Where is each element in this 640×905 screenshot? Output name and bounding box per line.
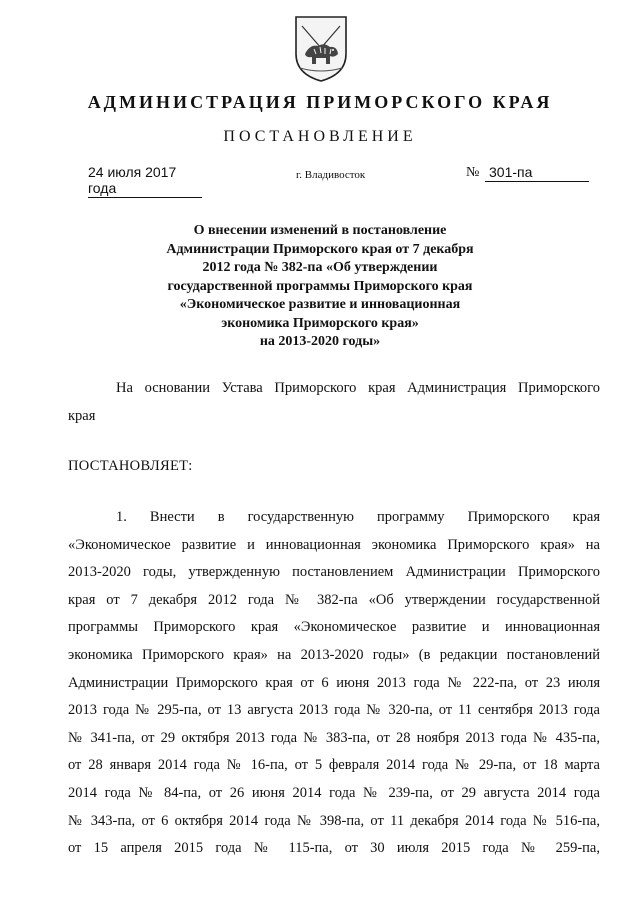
body-line: от 28 января 2014 года № 16-па, от 5 февраля 2014 года № 29-па, от 18 марта xyxy=(68,757,600,774)
document-number-sign: № xyxy=(466,165,480,180)
primorsky-coat-of-arms-tiger-icon xyxy=(290,14,352,84)
body-line: края от 7 декабря 2012 года № 382-па «Об утверждении государственной xyxy=(68,591,600,608)
body-line: «Экономическое развитие и инновационная экономика Приморского края» на xyxy=(68,536,600,553)
subject-line: государственной программы Приморского края xyxy=(167,278,473,294)
subject-line: на 2013-2020 годы» xyxy=(259,334,381,349)
body-line: № 341-па, от 29 октября 2013 года № 383-па, от 28 ноября 2013 года № 435-па, xyxy=(68,729,600,746)
decree-word: ПОСТАНОВЛЯЕТ: xyxy=(68,458,193,474)
subject-line: «Экономическое развитие и инновационная xyxy=(179,297,461,312)
body-line: 2013 года № 295-па, от 13 августа 2013 года № 320-па, от 11 сентября 2013 года xyxy=(68,702,600,719)
document-type: ПОСТАНОВЛЕНИЕ xyxy=(223,128,417,145)
document-city: г. Владивосток xyxy=(296,169,366,181)
subject-line: Администрации Приморского края от 7 декабря xyxy=(166,241,474,257)
basis-line: края xyxy=(68,408,96,424)
body-line: от 15 апреля 2015 года № 115-па, от 30 июля 2015 года № 259-па, xyxy=(68,840,600,857)
body-line: программы Приморского края «Экономическое развитие и инновационная xyxy=(68,619,600,636)
subject-line: экономика Приморского края» xyxy=(221,315,419,331)
body-line: 2014 года № 84-па, от 26 июня 2014 года № 239-па, от 29 августа 2014 года xyxy=(68,784,600,801)
document-subject xyxy=(120,222,520,352)
body-line: № 343-па, от 6 октября 2014 года № 398-па, от 11 декабря 2014 года № 516-па, xyxy=(68,812,600,829)
body-line: 1. Внести в государственную программу Приморского края xyxy=(116,509,600,525)
organization-title: АДМИНИСТРАЦИЯ ПРИМОРСКОГО КРАЯ xyxy=(87,92,553,112)
body-paragraph xyxy=(68,504,600,863)
basis-line: На основании Устава Приморского края Администрация Приморского xyxy=(116,380,600,396)
basis-paragraph xyxy=(68,374,600,430)
subject-line: 2012 года № 382-па «Об утверждении xyxy=(202,260,438,275)
document-number: 301-па xyxy=(485,164,589,182)
document-date: 24 июля 2017 года xyxy=(88,164,202,198)
body-line: Администрации Приморского края от 6 июня 2013 года № 222-па, от 23 июля xyxy=(68,674,600,691)
document-meta-row xyxy=(0,164,640,196)
subject-line: О внесении изменений в постановление xyxy=(193,223,447,238)
body-line: экономика Приморского края» на 2013-2020 годы» (в редакции постановлений xyxy=(68,646,600,663)
body-line: 2013-2020 годы, утвержденную постановлением Администрации Приморского xyxy=(68,564,600,581)
